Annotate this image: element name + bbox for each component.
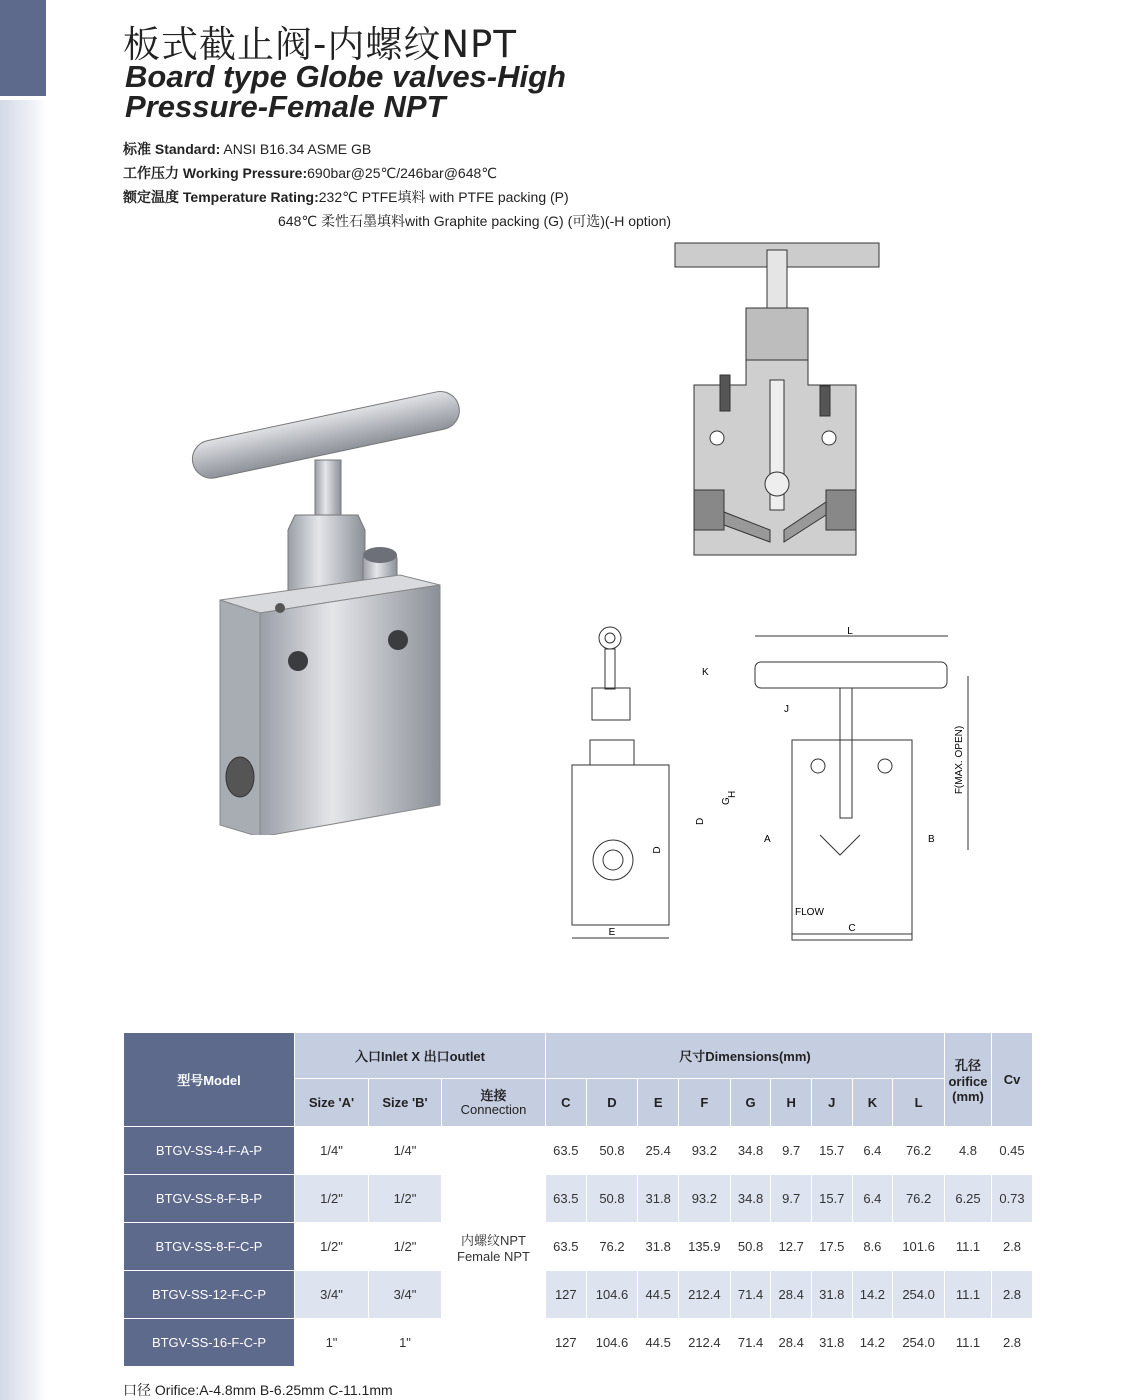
label-D-side: D [652,846,663,854]
cell-dim: 6.4 [852,1175,893,1223]
label-E: E [608,927,616,938]
cell-size-b: 1/2" [369,1175,442,1223]
page-title-en [125,59,566,124]
header-dim-e: E [638,1079,679,1127]
cell-dim: 63.5 [546,1127,587,1175]
spec-table [123,1032,1033,1367]
cell-dim: 254.0 [893,1271,945,1319]
cell-dim: 44.5 [638,1271,679,1319]
cell-orifice: 6.25 [945,1175,992,1223]
cell-dim: 12.7 [771,1223,812,1271]
connection-en: Female NPT [457,1248,530,1264]
cell-model: BTGV-SS-16-F-C-P [124,1319,295,1367]
label-J: J [784,704,789,715]
valve-product-photo [180,385,480,835]
cell-model: BTGV-SS-12-F-C-P [124,1271,295,1319]
cell-dim: 71.4 [730,1271,771,1319]
cell-dim: 34.8 [730,1127,771,1175]
label-A: A [764,834,771,845]
cell-dim: 31.8 [811,1319,852,1367]
spec-temperature [123,185,671,209]
connection-cn: 内螺纹NPT [460,1232,526,1248]
cell-dim: 17.5 [811,1223,852,1271]
header-dimensions: 尺寸Dimensions(mm) [546,1033,945,1079]
header-dim-d: D [586,1079,638,1127]
cell-dim: 127 [546,1319,587,1367]
header-orifice: 孔径 orifice (mm) [945,1033,992,1127]
title-en-line2: Pressure-Female NPT [125,89,446,124]
cell-model: BTGV-SS-8-F-C-P [124,1223,295,1271]
header-cv: Cv [992,1033,1033,1127]
cell-dim: 93.2 [678,1175,730,1223]
cell-dim: 31.8 [811,1271,852,1319]
header-dim-g: G [730,1079,771,1127]
header-size-b: Size 'B' [369,1079,442,1127]
cell-dim: 44.5 [638,1319,679,1367]
cell-dim: 254.0 [893,1319,945,1367]
cell-model: BTGV-SS-8-F-B-P [124,1175,295,1223]
cell-size-a: 1/2" [295,1223,369,1271]
header-dim-f: F [678,1079,730,1127]
header-connection-en: Connection [460,1101,527,1117]
table-row [124,1319,1033,1367]
cell-connection [442,1127,546,1367]
cell-dim: 104.6 [586,1319,638,1367]
spec-standard-label: 标准 Standard: [123,141,221,157]
orifice-note: 口径 Orifice:A-4.8mm B-6.25mm C-11.1mm [123,1382,393,1398]
header-connection [442,1079,546,1127]
cell-dim: 63.5 [546,1175,587,1223]
cell-dim: 93.2 [678,1127,730,1175]
label-F: F(MAX. OPEN) [954,725,965,795]
table-row [124,1271,1033,1319]
spec-temp-option: 648℃ 柔性石墨填料with Graphite packing (G) (可选)(-H option) [278,213,672,229]
cell-dim: 15.7 [811,1127,852,1175]
label-G: G [721,797,732,805]
cell-dim: 127 [546,1271,587,1319]
spec-standard-value: ANSI B16.34 ASME GB [220,141,372,157]
cell-dim: 50.8 [730,1223,771,1271]
cell-dim: 50.8 [586,1127,638,1175]
cell-dim: 31.8 [638,1175,679,1223]
cell-size-b: 1/2" [369,1223,442,1271]
cell-cv: 2.8 [992,1223,1033,1271]
table-row [124,1127,1033,1175]
spec-pressure [123,161,671,185]
cell-dim: 76.2 [893,1175,945,1223]
label-L: L [847,626,853,637]
cell-cv: 2.8 [992,1271,1033,1319]
cell-model: BTGV-SS-4-F-A-P [124,1127,295,1175]
cell-dim: 63.5 [546,1223,587,1271]
cell-dim: 76.2 [586,1223,638,1271]
cell-dim: 50.8 [586,1175,638,1223]
page-title-cn: 板式截止阀-内螺纹NPT [123,23,517,66]
cell-dim: 9.7 [771,1175,812,1223]
spec-temp-label: 额定温度 Temperature Rating: [123,189,319,205]
label-D-front: D [695,817,706,825]
cell-size-b: 1" [369,1319,442,1367]
header-dim-l: L [893,1079,945,1127]
sidebar-accent-top [0,0,46,96]
cell-size-a: 1/2" [295,1175,369,1223]
cell-size-a: 1/4" [295,1127,369,1175]
cell-dim: 25.4 [638,1127,679,1175]
cell-cv: 2.8 [992,1319,1033,1367]
header-dim-h: H [771,1079,812,1127]
cell-dim: 28.4 [771,1271,812,1319]
spec-standard [123,137,671,161]
sidebar-gradient [0,100,46,1400]
cell-dim: 34.8 [730,1175,771,1223]
cell-size-b: 3/4" [369,1271,442,1319]
cell-dim: 135.9 [678,1223,730,1271]
header-dim-c: C [546,1079,587,1127]
cell-dim: 104.6 [586,1271,638,1319]
label-flow: FLOW [795,907,824,918]
cell-size-a: 1" [295,1319,369,1367]
header-inlet-outlet: 入口Inlet X 出口outlet [295,1033,546,1079]
label-H: H [727,790,738,798]
cell-orifice: 11.1 [945,1223,992,1271]
cell-dim: 9.7 [771,1127,812,1175]
cell-orifice: 4.8 [945,1127,992,1175]
table-row [124,1175,1033,1223]
cell-dim: 14.2 [852,1271,893,1319]
title-en-line1: Board type Globe valves-High [125,59,566,94]
cell-orifice: 11.1 [945,1319,992,1367]
table-row [124,1223,1033,1271]
spec-list [123,137,671,233]
cell-dim: 28.4 [771,1319,812,1367]
cell-dim: 14.2 [852,1319,893,1367]
header-dim-k: K [852,1079,893,1127]
header-dim-j: J [811,1079,852,1127]
cell-cv: 0.73 [992,1175,1033,1223]
label-B: B [928,834,935,845]
cell-dim: 101.6 [893,1223,945,1271]
front-view-drawing [680,620,980,950]
header-model: 型号Model [124,1033,295,1127]
cell-dim: 6.4 [852,1127,893,1175]
cell-dim: 212.4 [678,1271,730,1319]
cell-cv: 0.45 [992,1127,1033,1175]
cell-dim: 15.7 [811,1175,852,1223]
label-K: K [702,667,709,678]
side-view-drawing [560,620,680,950]
cell-size-b: 1/4" [369,1127,442,1175]
cell-dim: 212.4 [678,1319,730,1367]
cell-size-a: 3/4" [295,1271,369,1319]
spec-pressure-value: 690bar@25℃/246bar@648℃ [307,165,497,181]
cell-dim: 31.8 [638,1223,679,1271]
header-size-a: Size 'A' [295,1079,369,1127]
spec-temp-value: 232℃ PTFE填料 with PTFE packing (P) [318,189,569,205]
cell-dim: 76.2 [893,1127,945,1175]
label-C: C [848,923,856,934]
header-connection-cn: 连接 [480,1087,507,1103]
cell-dim: 8.6 [852,1223,893,1271]
cell-dim: 71.4 [730,1319,771,1367]
spec-pressure-label: 工作压力 Working Pressure: [123,165,308,181]
valve-section-drawing [672,240,882,560]
cell-orifice: 11.1 [945,1271,992,1319]
